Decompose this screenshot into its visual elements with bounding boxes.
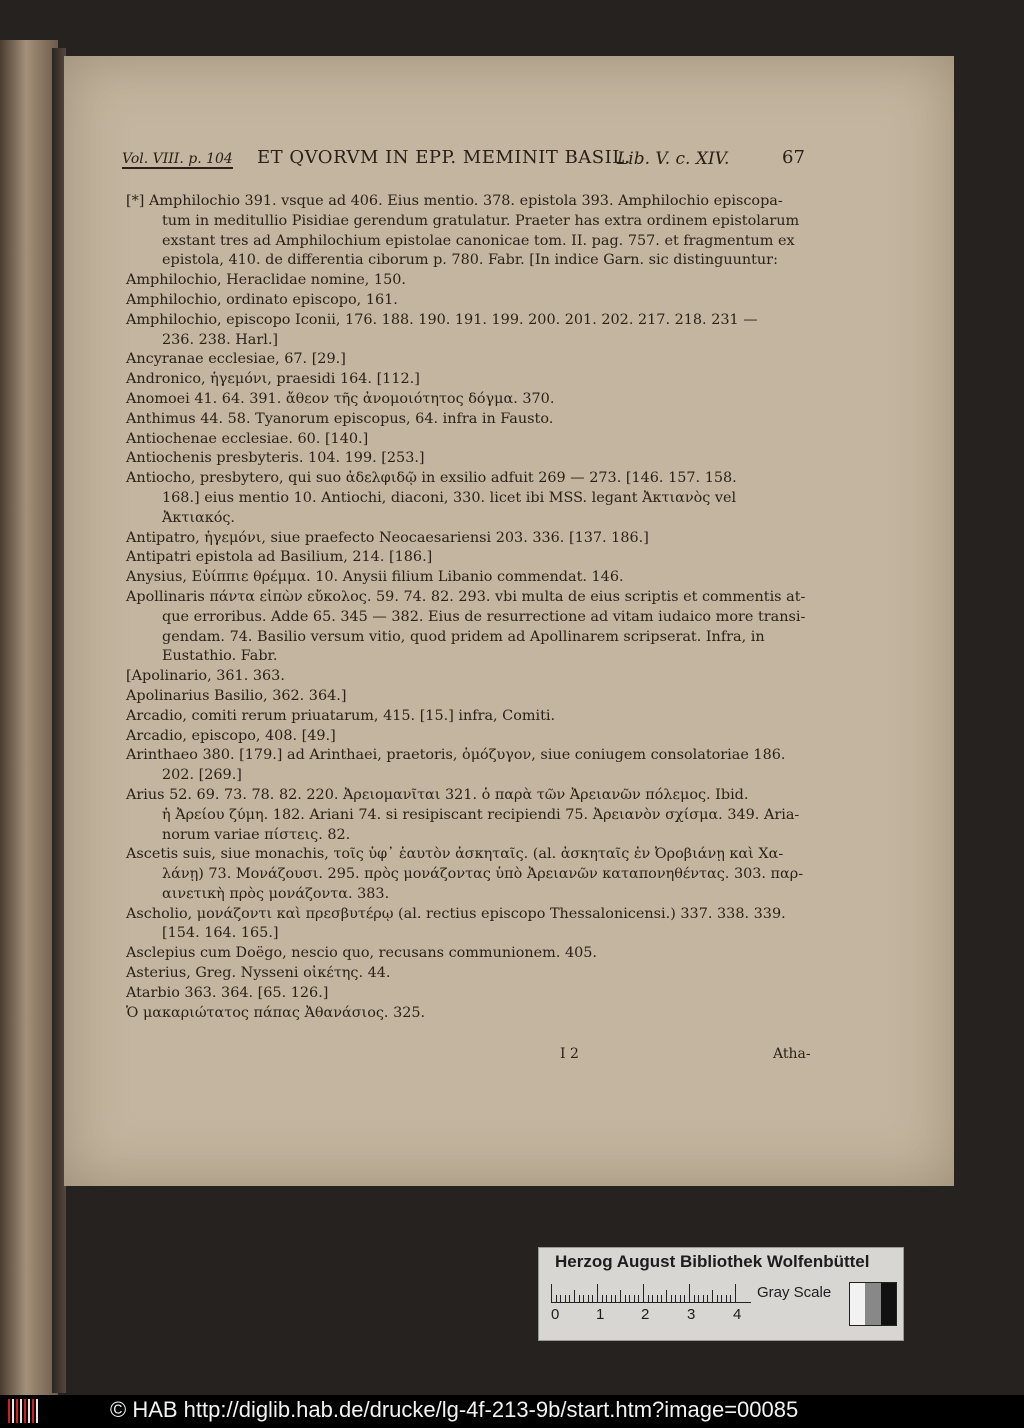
ruler-tick	[625, 1295, 626, 1302]
ruler-tick	[556, 1295, 557, 1302]
hab-logo-icon	[8, 1399, 42, 1423]
ruler-tick	[574, 1290, 575, 1302]
gray-scale-label: Gray Scale	[757, 1284, 832, 1301]
index-line: norum variae πίστεις. 82.	[162, 826, 351, 843]
ruler-tick	[565, 1295, 566, 1302]
header-book-chapter: Lib. V. c. XIV.	[617, 149, 730, 169]
ruler-tick	[661, 1295, 662, 1302]
index-line: tum in meditullio Pisidiae gerendum gratulatur. Praeter has extra ordinem epistolarum	[162, 212, 800, 229]
index-line: Ὁ μακαριώτατος πάπας Ἀθανάσιος. 325.	[126, 1004, 426, 1021]
gray-swatch	[850, 1283, 865, 1325]
index-line: ἡ Ἀρείου ζύμη. 182. Ariani 74. si resipiscant recipiendi 75. Ἀρειανὸν σχίσμα. 349. Aria-	[162, 806, 800, 823]
index-line: αινετικὴ πρὸς μονάζοντα. 383.	[162, 885, 390, 902]
index-line: Apolinarius Basilio, 362. 364.]	[126, 687, 347, 704]
ruler-tick	[648, 1295, 649, 1302]
index-line: Eustathio. Fabr.	[162, 648, 278, 665]
running-header	[122, 147, 805, 177]
ruler-tick	[592, 1295, 593, 1302]
ruler-tick	[634, 1295, 635, 1302]
index-line: Asclepius cum Doëgo, nescio quo, recusans communionem. 405.	[126, 945, 598, 962]
ruler-tick	[684, 1295, 685, 1302]
ruler-tick	[689, 1284, 690, 1302]
index-line: Anysius, Εὐίππιε θρέμμα. 10. Anysii filium Libanio commendat. 146.	[126, 569, 624, 586]
ruler-number: 4	[733, 1306, 742, 1323]
index-line: Amphilochio, Heraclidae nomine, 150.	[126, 272, 406, 289]
index-line: 168.] eius mentio 10. Antiochi, diaconi, 330. licet ibi MSS. legant Ἀκτιανὸς vel	[162, 489, 737, 506]
index-line: Antipatri epistola ad Basilium, 214. [186.]	[126, 549, 433, 566]
index-line: Ancyranae ecclesiae, 67. [29.]	[126, 351, 346, 368]
ruler-tick	[666, 1290, 667, 1302]
page-number: 67	[782, 147, 805, 168]
header-title: ET QVORVM IN EPP. MEMINIT BASIL.	[257, 147, 631, 168]
ruler-tick	[721, 1295, 722, 1302]
library-name: Herzog August Bibliothek Wolfenbüttel	[555, 1252, 870, 1271]
ruler-tick	[703, 1295, 704, 1302]
header-volume-ref: Vol. VIII. p. 104	[122, 151, 233, 167]
ruler-tick	[569, 1295, 570, 1302]
index-line: Ἀκτιακός.	[162, 509, 236, 526]
ruler-number: 0	[551, 1306, 560, 1323]
index-line: λάνῃ) 73. Μονάζουσι. 295. πρὸς μονάζοντας ὑπὸ Ἀρειανῶν καταπονηθέντας. 303. παρ-	[162, 866, 804, 883]
index-line: Anomoei 41. 64. 391. ἄθεον τῆς ἀνομοιότητος δόγμα. 370.	[126, 390, 555, 407]
index-line: que erroribus. Adde 65. 345 — 382. Eius de resurrectione ad vitam iudaico more transi-	[162, 608, 806, 625]
ruler-tick	[717, 1295, 718, 1302]
color-reference-card	[538, 1247, 904, 1341]
ruler-tick	[579, 1295, 580, 1302]
ruler-tick	[730, 1295, 731, 1302]
ruler-tick	[694, 1295, 695, 1302]
ruler-tick	[652, 1295, 653, 1302]
ruler-tick	[671, 1295, 672, 1302]
ruler-number: 2	[641, 1306, 650, 1323]
ruler-tick	[597, 1284, 598, 1302]
ruler-tick	[680, 1295, 681, 1302]
measurement-ruler	[551, 1282, 751, 1303]
ruler-tick	[602, 1295, 603, 1302]
index-line: Arcadio, comiti rerum priuatarum, 415. [15.] infra, Comiti.	[126, 707, 556, 724]
index-line: 202. [269.]	[162, 767, 242, 784]
index-line: Andronico, ἡγεμόνι, praesidi 164. [112.]	[126, 371, 420, 388]
facing-page-edge	[0, 40, 58, 1395]
index-line: Antiochenis presbyteris. 104. 199. [253.]	[126, 450, 425, 467]
ruler-tick	[675, 1295, 676, 1302]
index-line: Ascetis suis, siue monachis, τοῖς ὑφ᾽ ἑαυτὸν ἀσκηταῖς. (al. ἀσκηταῖς ἐν Ὀροβιάνῃ καὶ Χα-	[126, 846, 784, 863]
footer-bar	[0, 1395, 1024, 1428]
index-line: Amphilochio, ordinato episcopo, 161.	[126, 291, 398, 308]
ruler-tick	[643, 1284, 644, 1302]
ruler-tick	[615, 1295, 616, 1302]
copyright-url[interactable]: © HAB http://diglib.hab.de/drucke/lg-4f-213-9b/start.htm?image=00085	[110, 1397, 799, 1422]
index-line: Anthimus 44. 58. Tyanorum episcopus, 64. infra in Fausto.	[126, 410, 554, 427]
index-text-block	[120, 192, 810, 1023]
ruler-tick	[657, 1295, 658, 1302]
gray-swatch	[865, 1283, 880, 1325]
index-line: Antiocho, presbytero, qui suo ἀδελφιδῷ in exsilio adfuit 269 — 273. [146. 157. 158.	[126, 470, 737, 487]
ruler-tick	[551, 1284, 552, 1302]
index-line: Atarbio 363. 364. [65. 126.]	[126, 984, 329, 1001]
index-line: gendam. 74. Basilio versum vitio, quod pridem ad Apollinarem scripserat. Infra, in	[162, 628, 765, 645]
index-line: Arius 52. 69. 73. 78. 82. 220. Ἀρειομανῖται 321. ὁ παρὰ τῶν Ἀρειανῶν πόλεμος. Ibid.	[126, 786, 749, 803]
ruler-tick	[698, 1295, 699, 1302]
index-line: 236. 238. Harl.]	[162, 331, 279, 348]
ruler-tick	[735, 1284, 736, 1302]
ruler-tick	[638, 1295, 639, 1302]
ruler-tick	[611, 1295, 612, 1302]
ruler-tick	[588, 1295, 589, 1302]
ruler-tick	[583, 1295, 584, 1302]
index-line: Antiochenae ecclesiae. 60. [140.]	[126, 430, 369, 447]
ruler-tick	[726, 1295, 727, 1302]
ruler-tick	[606, 1295, 607, 1302]
index-line: [Apolinario, 361. 363.	[126, 668, 285, 685]
gray-scale-swatches	[849, 1282, 897, 1326]
index-line: Arcadio, episcopo, 408. [49.]	[126, 727, 336, 744]
ruler-tick	[629, 1295, 630, 1302]
ruler-tick	[707, 1295, 708, 1302]
ruler-number: 3	[687, 1306, 696, 1323]
index-line: exstant tres ad Amphilochium epistolae canonicae tom. II. pag. 757. et fragmentum ex	[162, 232, 795, 249]
ruler-tick	[560, 1295, 561, 1302]
signature-mark: I 2	[560, 1046, 579, 1062]
index-line: Arinthaeo 380. [179.] ad Arinthaei, praetoris, ὁμόζυγον, siue coniugem consolatoriae 186.	[126, 747, 786, 764]
index-line: Ascholio, μονάζοντι καὶ πρεσβυτέρῳ (al. rectius episcopo Thessalonicensi.) 337. 338. 339.	[126, 905, 786, 922]
gray-swatch	[881, 1283, 896, 1325]
ruler-number: 1	[596, 1306, 605, 1323]
ruler-tick	[620, 1290, 621, 1302]
index-line: Amphilochio, episcopo Iconii, 176. 188. 190. 191. 199. 200. 201. 202. 217. 218. 231 —	[126, 311, 758, 328]
index-line: Asterius, Greg. Nysseni οἰκέτης. 44.	[126, 965, 391, 982]
index-line: epistola, 410. de differentia ciborum p. 780. Fabr. [In indice Garn. sic distinguuntur:	[162, 252, 778, 269]
index-line: Antipatro, ἡγεμόνι, siue praefecto Neocaesariensi 203. 336. [137. 186.]	[126, 529, 649, 546]
index-line: Apollinaris πάντα εἰπὼν εὔκολος. 59. 74. 82. 293. vbi multa de eius scriptis et commentis at-	[126, 588, 806, 605]
ruler-tick	[712, 1290, 713, 1302]
catchword: Atha-	[773, 1046, 811, 1062]
index-line: [*] Amphilochio 391. vsque ad 406. Eius mentio. 378. epistola 393. Amphilochio episcopa-	[126, 193, 783, 209]
index-line: [154. 164. 165.]	[162, 925, 279, 942]
